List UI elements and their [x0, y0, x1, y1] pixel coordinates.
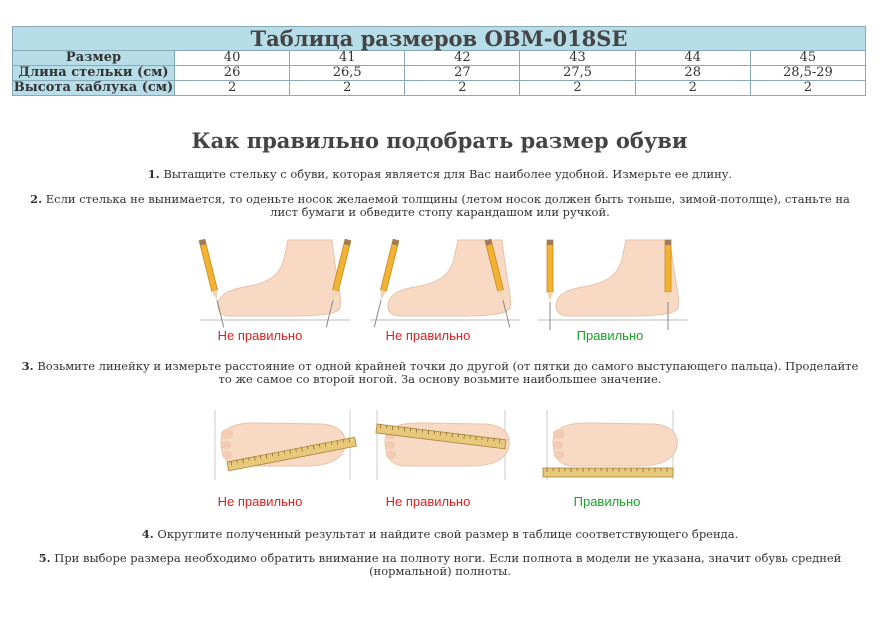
table-cell: 2 — [405, 81, 520, 96]
table-cell: 2 — [520, 81, 635, 96]
table-cell: 27,5 — [520, 66, 635, 81]
caption-wrong: Не правильно — [385, 494, 471, 509]
foot-pencil-wrong-1 — [199, 239, 351, 328]
ruler-measure-illustration — [205, 410, 685, 492]
table-cell: 26,5 — [290, 66, 405, 81]
step-text: Возьмите линейку и измерьте расстояние от одной крайней точки до другой (от пятки до самого выступающего пальца). Проделайте то же самое со второй ногой. За основу возьмите наибольшее значение. — [33, 359, 859, 386]
caption-wrong: Не правильно — [217, 328, 303, 343]
table-cell: 42 — [405, 51, 520, 66]
table-cell: 26 — [175, 66, 290, 81]
caption-right: Правильно — [573, 494, 641, 509]
step-text: Вытащите стельку с обуви, которая является для Вас наиболее удобной. Измерьте ее длину. — [159, 167, 733, 181]
step-text: Если стелька не вынимается, то оденьте носок желаемой толщины (летом носок должен быть тоньше, зимой-потолще), станьте на лист бумаги и обведите стопу карандашом или ручкой. — [42, 192, 850, 219]
table-cell: 2 — [290, 81, 405, 96]
table-cell: 44 — [635, 51, 750, 66]
table-cell: 41 — [290, 51, 405, 66]
caption-wrong: Не правильно — [385, 328, 471, 343]
step-number: 1. — [147, 167, 160, 181]
row-label-insole-length: Длина стельки (см) — [13, 66, 175, 81]
step-5 — [20, 552, 860, 578]
guide-heading: Как правильно подобрать размер обуви — [191, 128, 688, 153]
foot-ruler-wrong-1 — [215, 410, 356, 480]
step-text: Округлите полученный результат и найдите свой размер в таблице соответствующего бренда. — [153, 527, 739, 541]
size-table — [12, 26, 866, 96]
row-label-heel-height: Высота каблука (см) — [13, 80, 174, 95]
foot-ruler-right — [543, 410, 677, 480]
pencil-tracing-illustration — [190, 234, 690, 330]
foot-pencil-wrong-2 — [370, 239, 520, 328]
step-1 — [20, 168, 860, 181]
table-row — [13, 81, 866, 96]
step-text: При выборе размера необходимо обратить внимание на полноту ноги. Если полнота в модели не указана, значит обувь средней (нормальной) полноты. — [50, 551, 842, 578]
foot-pencil-right — [538, 240, 688, 330]
table-cell: 40 — [175, 51, 290, 66]
table-cell: 45 — [750, 51, 865, 66]
table-cell: 28 — [635, 66, 750, 81]
row-label-size: Размер — [13, 51, 175, 66]
table-cell: 2 — [175, 81, 290, 96]
table-cell: 2 — [635, 81, 750, 96]
step-4 — [20, 528, 860, 541]
table-row — [13, 66, 866, 81]
step-number: 5. — [38, 551, 51, 565]
table-cell: 27 — [405, 66, 520, 81]
table-cell: 2 — [750, 81, 865, 96]
table-row — [13, 51, 866, 66]
table-cell: 28,5-29 — [750, 66, 865, 81]
step-3 — [20, 360, 860, 386]
caption-right: Правильно — [576, 328, 644, 343]
step-number: 2. — [30, 192, 43, 206]
caption-wrong: Не правильно — [217, 494, 303, 509]
table-cell: 43 — [520, 51, 635, 66]
step-number: 4. — [141, 527, 154, 541]
step-number: 3. — [21, 359, 34, 373]
step-2 — [20, 193, 860, 219]
foot-ruler-wrong-2 — [376, 410, 509, 480]
size-table-title: Таблица размеров OBM-018SE — [13, 27, 866, 51]
